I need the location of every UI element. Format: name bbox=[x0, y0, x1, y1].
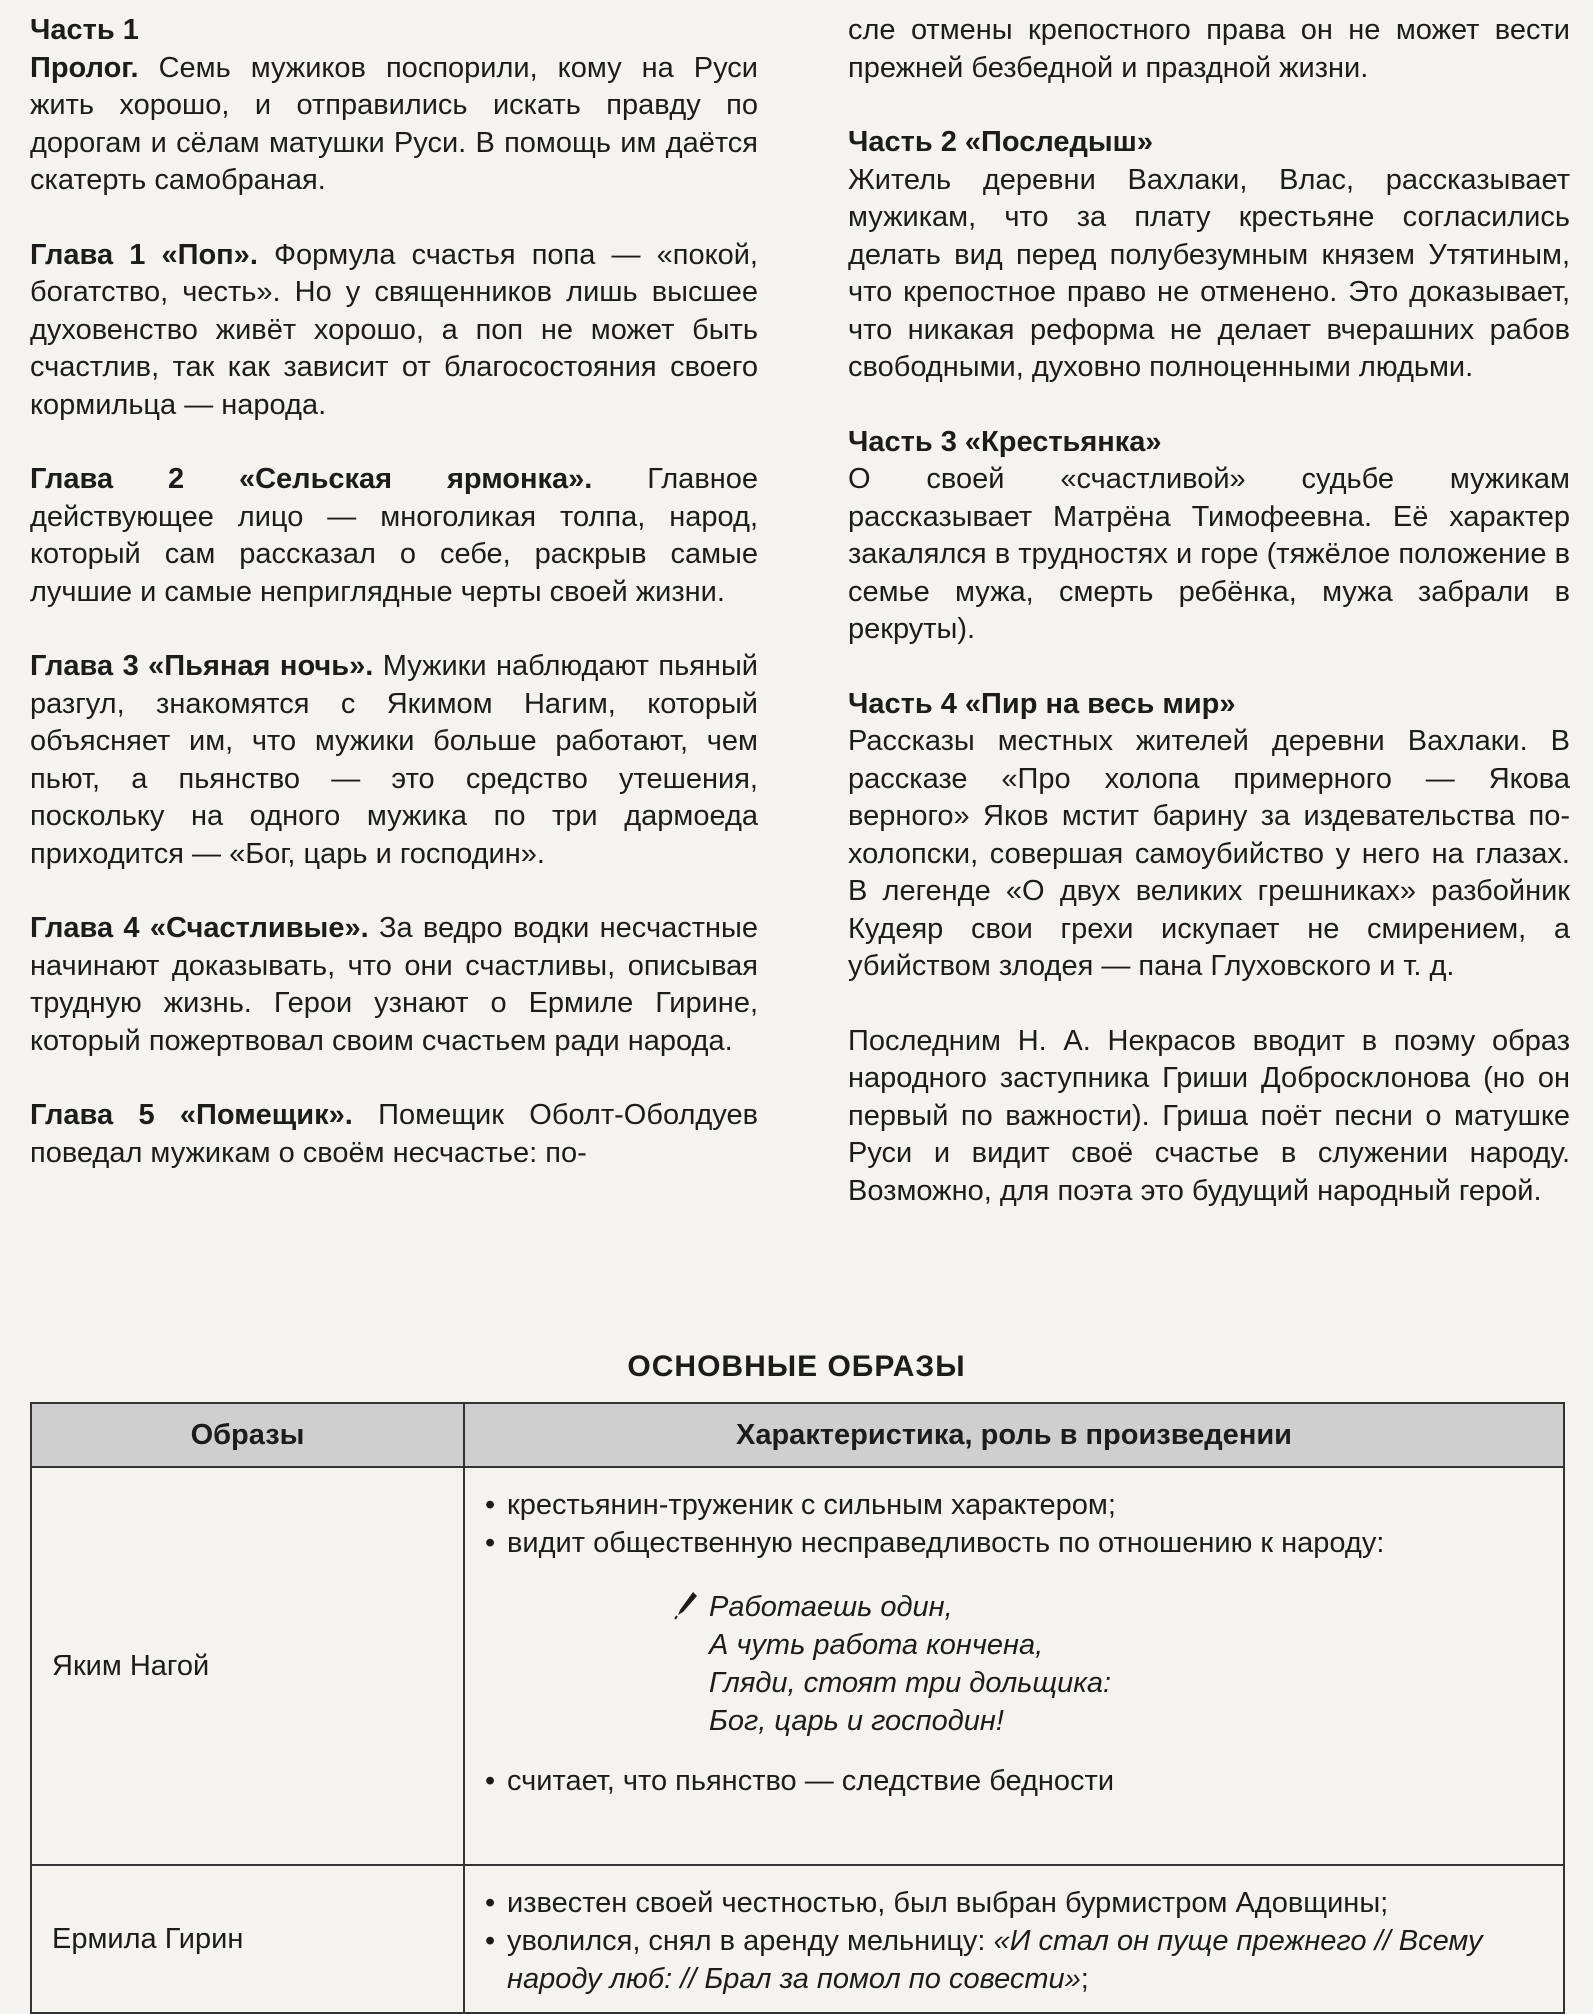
section-heading: Глава 5 «Помещик». bbox=[30, 1099, 353, 1131]
section-body: Мужики наблюдают пьяный разгул, знакомятся с Якимом Нагим, который объясняет им, что мужики больше работают, чем пьют, а пьянство — это средство утешения, поскольку на одного мужика по три дармоеда приходится — «Бог, царь и господин». bbox=[30, 650, 758, 870]
characters-table bbox=[30, 1402, 1565, 2014]
text-columns bbox=[30, 12, 1570, 1247]
section-prologue bbox=[30, 50, 758, 200]
section-chapter2 bbox=[30, 461, 758, 611]
section-heading: Глава 3 «Пьяная ночь». bbox=[30, 650, 374, 682]
column-header-description: Характеристика, роль в произведении bbox=[464, 1403, 1564, 1467]
table-row bbox=[31, 1865, 1564, 2013]
section-continuation bbox=[848, 12, 1570, 87]
verse-line: Гляди, стоят три дольщика: bbox=[709, 1667, 1112, 1699]
right-column bbox=[848, 12, 1570, 1247]
section-chapter4 bbox=[30, 910, 758, 1060]
list-item: • известен своей честностью, был выбран бурмистром Адовщины; bbox=[485, 1887, 1389, 1919]
list-item: • крестьянин-труженик с сильным характером; bbox=[485, 1489, 1116, 1521]
section-body: сле отмены крепостного права он не может вести прежней безбедной и праздной жизни. bbox=[848, 14, 1570, 84]
list-item: • уволился, снял в аренду мельницу: «И стал он пуще прежнего // Всему народу люб: // Брал за помол по совести»; bbox=[485, 1925, 1483, 1995]
section-heading: Пролог. bbox=[30, 51, 139, 84]
section-part4 bbox=[848, 686, 1570, 986]
section-heading: Часть 3 «Крестьянка» bbox=[848, 425, 1162, 458]
section-body: Последним Н. А. Некрасов вводит в поэму образ народного заступника Гриши Добросклонова (но он первый по важности). Гриша поёт песни о матушке Руси и видит своё счастье в служении народу. Возможно, для поэта это будущий народный герой. bbox=[848, 1024, 1570, 1207]
section-conclusion bbox=[848, 1023, 1570, 1211]
section-heading: Часть 2 «Последыш» bbox=[848, 126, 1153, 158]
section-heading: Часть 1 bbox=[30, 14, 139, 46]
verse-quote bbox=[709, 1588, 1543, 1740]
character-name: Яким Нагой bbox=[31, 1467, 464, 1865]
left-column bbox=[30, 12, 758, 1247]
section-body: Формула счастья попа — «покой, богатство, честь». Но у священников лишь высшее духовенство живёт хорошо, а поп не может быть счастлив, так как зависит от благосостояния своего кормильца — народа. bbox=[30, 238, 758, 421]
character-description bbox=[464, 1467, 1564, 1865]
character-name: Ермила Гирин bbox=[31, 1865, 464, 2013]
section-body: Помещик Оболт-Оболдуев поведал мужикам о своём несчастье: по- bbox=[30, 1099, 759, 1169]
section-part1-heading bbox=[30, 12, 758, 50]
verse-line: Бог, царь и господин! bbox=[709, 1705, 1004, 1737]
section-chapter5 bbox=[30, 1097, 758, 1172]
table-title: ОСНОВНЫЕ ОБРАЗЫ bbox=[627, 1350, 966, 1383]
section-heading: Глава 1 «Поп». bbox=[30, 238, 258, 271]
section-body: За ведро водки несчастные начинают доказывать, что они счастливы, описывая трудную жизнь. Герои узнают о Ермиле Гирине, который пожертвовал своим счастьем ради народа. bbox=[30, 912, 758, 1057]
section-body: О своей «счастливой» судьбе мужикам рассказывает Матрёна Тимофеевна. Её характер закалялся в трудностях и горе (тяжёлое положение в семье мужа, смерть ребёнка, мужа забрали в рекруты). bbox=[848, 463, 1570, 645]
list-item: • видит общественную несправедливость по отношению к народу: bbox=[485, 1527, 1385, 1559]
character-description bbox=[464, 1865, 1564, 2013]
section-heading: Глава 2 «Сельская ярмонка». bbox=[30, 463, 593, 495]
section-part2 bbox=[848, 124, 1570, 387]
verse-line: Работаешь один, bbox=[709, 1591, 953, 1623]
section-body: Житель деревни Вахлаки, Влас, рассказывает мужикам, что за плату крестьяне согласились делать вид перед полубезумным князем Утятиным, что крепостное право не отменено. Это доказывает, что никакая реформа не делает вчерашних рабов свободными, духовно полноценными людьми. bbox=[848, 163, 1570, 383]
section-part3 bbox=[848, 424, 1570, 649]
section-body: Главное действующее лицо — многоликая толпа, народ, который сам рассказал о себе, раскрыв самые лучшие и самые неприглядные черты своей жизни. bbox=[30, 463, 758, 608]
list-item: • считает, что пьянство — следствие бедности bbox=[485, 1765, 1115, 1797]
section-heading: Часть 4 «Пир на весь мир» bbox=[848, 687, 1236, 720]
section-heading: Глава 4 «Счастливые». bbox=[30, 912, 369, 944]
section-body: Рассказы местных жителей деревни Вахлаки. В рассказе «Про холопа примерного — Якова верного» Яков мстит барину за издевательства по-холопски, совершая самоубийство у него на глазах. В легенде «О двух великих грешниках» разбойник Кудеяр свои грехи искупает не смирением, а убийством злодея — пана Глуховского и т. д. bbox=[848, 725, 1570, 982]
verse-line: А чуть работа кончена, bbox=[709, 1629, 1044, 1661]
table-row bbox=[31, 1467, 1564, 1865]
pen-icon bbox=[673, 1590, 699, 1630]
table-header-row bbox=[31, 1403, 1564, 1467]
column-header-characters: Образы bbox=[31, 1403, 464, 1467]
section-body: Семь мужиков поспорили, кому на Руси жить хорошо, и отправились искать правду по дорогам и сёлам матушки Руси. В помощь им даётся скатерть самобраная. bbox=[30, 51, 758, 196]
section-chapter1 bbox=[30, 237, 758, 425]
section-chapter3 bbox=[30, 648, 758, 873]
